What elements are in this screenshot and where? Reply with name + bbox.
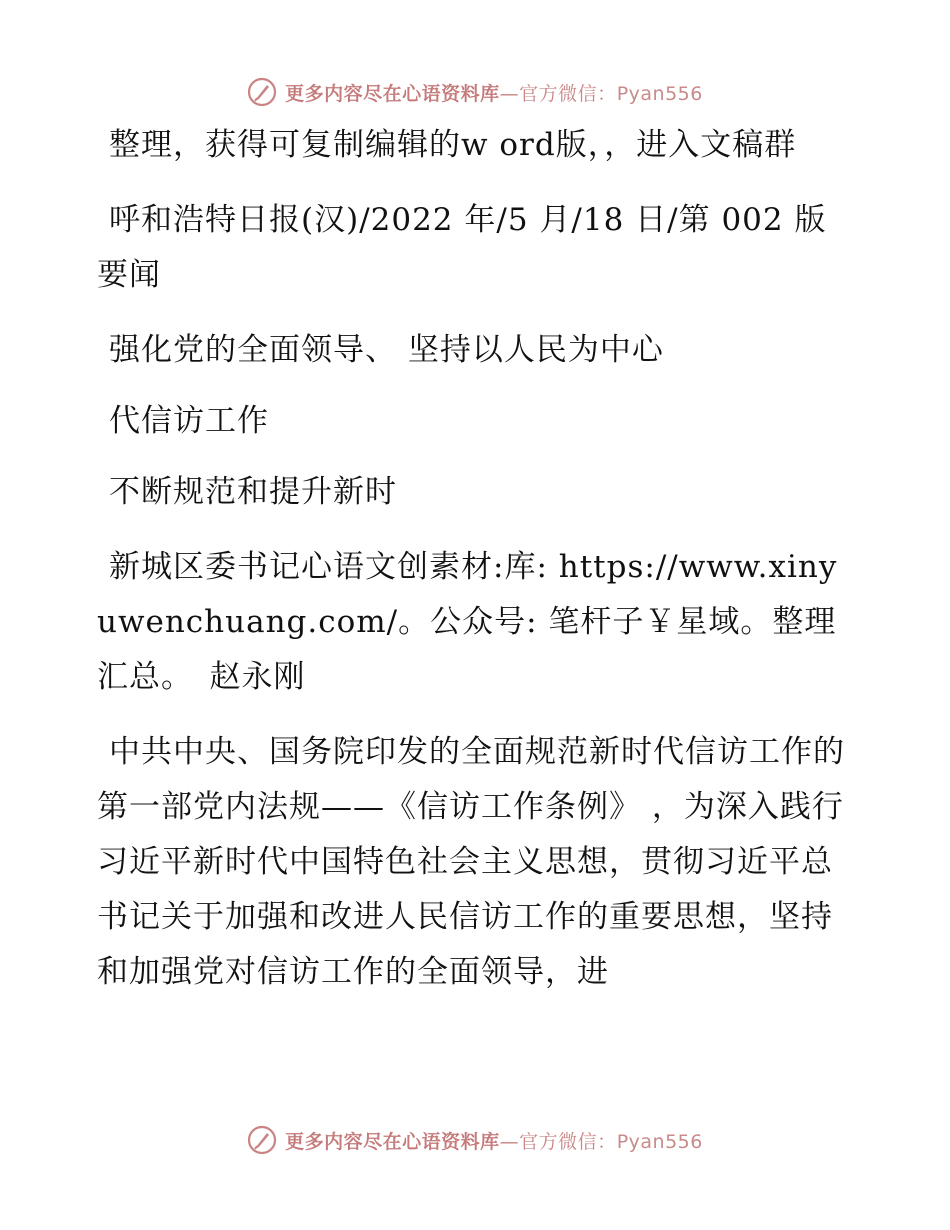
- watermark-text: 更多内容尽在心语资料库—官方微信：Pyan556: [285, 1130, 703, 1153]
- headline-line-1: 强化党的全面领导、 坚持以人民为中心: [109, 332, 664, 368]
- body-paragraph: 中共中央、国务院印发的全面规范新时代信访工作的第一部党内法规——《信访工作条例》 ，为深入践行习近平新时代中国特色社会主义思想，贯彻习近平总书记关于加强和改进人民信访工作的重要思想，坚持和加强党对信访工作的全面领导，进: [97, 734, 845, 990]
- quill-pen-icon: [247, 77, 277, 107]
- byline-paragraph: 新城区委书记心语文创素材:库: https://www.xinyuwenchuang.com/。公众号: 笔杆子￥星域。整理汇总。 赵永刚: [97, 549, 838, 695]
- intro-paragraph: 整理，获得可复制编辑的w ord版，，进入文稿群: [109, 127, 797, 163]
- footer-watermark: [0, 1118, 950, 1162]
- source-line: 呼和浩特日报(汉)/2022 年/5 月/18 日/第 002 版要闻: [97, 202, 827, 293]
- quill-pen-icon: [247, 1125, 277, 1155]
- headline-line-3: 不断规范和提升新时: [109, 474, 397, 510]
- watermark-text: 更多内容尽在心语资料库—官方微信：Pyan556: [285, 82, 703, 105]
- document-body: [97, 118, 849, 1000]
- header-watermark: [0, 70, 950, 114]
- headline-line-2: 代信访工作: [109, 403, 269, 439]
